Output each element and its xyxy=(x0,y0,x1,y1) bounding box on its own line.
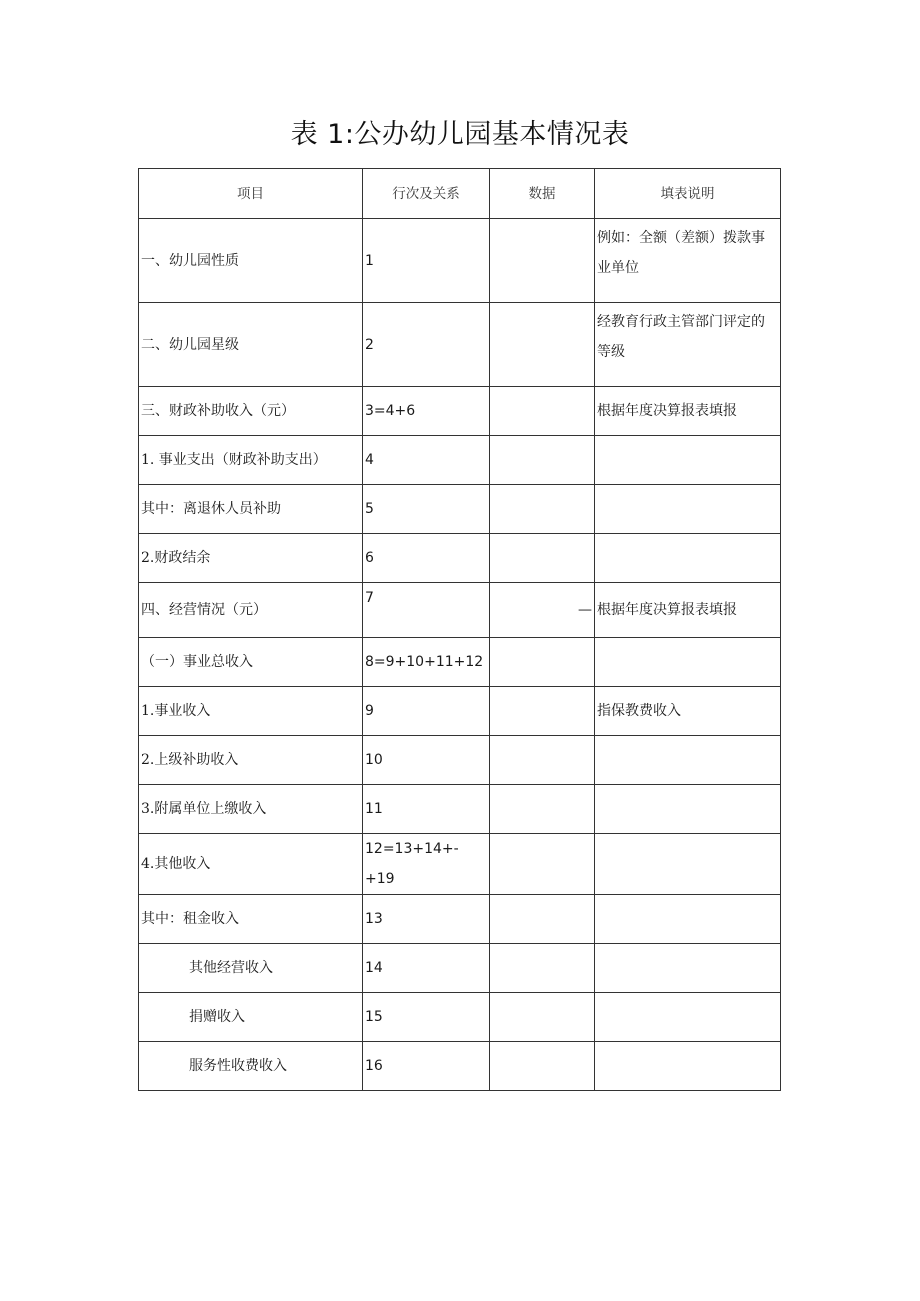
row-line: 4 xyxy=(363,436,490,485)
row-data xyxy=(490,436,595,485)
table-header-row xyxy=(139,169,781,219)
row-data xyxy=(490,485,595,534)
kindergarten-info-table xyxy=(138,168,781,1091)
table-row xyxy=(139,436,781,485)
row-line: 8=9+10+11+12 xyxy=(363,638,490,687)
row-note xyxy=(595,485,781,534)
table-row xyxy=(139,944,781,993)
row-line: 16 xyxy=(363,1042,490,1091)
row-item: （一）事业总收入 xyxy=(139,638,363,687)
row-item: 2.财政结余 xyxy=(139,534,363,583)
row-line: 5 xyxy=(363,485,490,534)
row-note xyxy=(595,785,781,834)
row-line: 12=13+14+-+19 xyxy=(363,834,490,895)
row-data xyxy=(490,387,595,436)
row-data xyxy=(490,993,595,1042)
table-row xyxy=(139,219,781,303)
table-row xyxy=(139,485,781,534)
row-line: 10 xyxy=(363,736,490,785)
row-note xyxy=(595,944,781,993)
row-line: 15 xyxy=(363,993,490,1042)
row-line: 11 xyxy=(363,785,490,834)
row-line: 1 xyxy=(363,219,490,303)
row-note xyxy=(595,736,781,785)
row-data xyxy=(490,944,595,993)
row-data xyxy=(490,534,595,583)
row-data xyxy=(490,895,595,944)
table-row xyxy=(139,834,781,895)
page-title: 表 1:公办幼儿园基本情况表 xyxy=(290,119,630,150)
row-data xyxy=(490,638,595,687)
table-row xyxy=(139,583,781,638)
row-line: 3=4+6 xyxy=(363,387,490,436)
row-note xyxy=(595,993,781,1042)
row-line: 6 xyxy=(363,534,490,583)
table-row xyxy=(139,638,781,687)
row-line: 9 xyxy=(363,687,490,736)
table-row xyxy=(139,534,781,583)
row-note xyxy=(595,436,781,485)
table-row xyxy=(139,687,781,736)
row-note xyxy=(595,638,781,687)
table-row xyxy=(139,785,781,834)
row-data xyxy=(490,736,595,785)
row-item: 三、财政补助收入（元） xyxy=(139,387,363,436)
row-note: 经教育行政主管部门评定的等级 xyxy=(595,303,781,387)
row-data xyxy=(490,834,595,895)
row-data xyxy=(490,687,595,736)
row-item: 4.其他收入 xyxy=(139,834,363,895)
row-note: 指保教费收入 xyxy=(595,687,781,736)
table-row xyxy=(139,387,781,436)
row-item: 2.上级补助收入 xyxy=(139,736,363,785)
row-item: 其他经营收入 xyxy=(139,944,363,993)
row-item: 二、幼儿园星级 xyxy=(139,303,363,387)
row-line: 2 xyxy=(363,303,490,387)
row-note: 根据年度决算报表填报 xyxy=(595,387,781,436)
table-row xyxy=(139,736,781,785)
table-row xyxy=(139,895,781,944)
row-item: 其中：租金收入 xyxy=(139,895,363,944)
row-data xyxy=(490,303,595,387)
header-item: 项目 xyxy=(139,169,363,219)
row-note: 根据年度决算报表填报 xyxy=(595,583,781,638)
row-item: 3.附属单位上缴收入 xyxy=(139,785,363,834)
table-row xyxy=(139,303,781,387)
row-note xyxy=(595,1042,781,1091)
row-item: 其中：离退休人员补助 xyxy=(139,485,363,534)
row-note xyxy=(595,534,781,583)
row-item: 1. 事业支出（财政补助支出） xyxy=(139,436,363,485)
table-row xyxy=(139,993,781,1042)
row-data xyxy=(490,219,595,303)
row-item: 服务性收费收入 xyxy=(139,1042,363,1091)
row-line: 13 xyxy=(363,895,490,944)
header-data: 数据 xyxy=(490,169,595,219)
table-row xyxy=(139,1042,781,1091)
row-item: 四、经营情况（元） xyxy=(139,583,363,638)
row-line: 7 xyxy=(363,583,490,638)
row-note: 例如：全额（差额）拨款事业单位 xyxy=(595,219,781,303)
header-note: 填表说明 xyxy=(595,169,781,219)
row-item: 1.事业收入 xyxy=(139,687,363,736)
row-item: 捐赠收入 xyxy=(139,993,363,1042)
row-data xyxy=(490,785,595,834)
row-data xyxy=(490,1042,595,1091)
row-item: 一、幼儿园性质 xyxy=(139,219,363,303)
row-note xyxy=(595,895,781,944)
row-data: — xyxy=(490,583,595,638)
row-line: 14 xyxy=(363,944,490,993)
header-line: 行次及关系 xyxy=(363,169,490,219)
row-note xyxy=(595,834,781,895)
